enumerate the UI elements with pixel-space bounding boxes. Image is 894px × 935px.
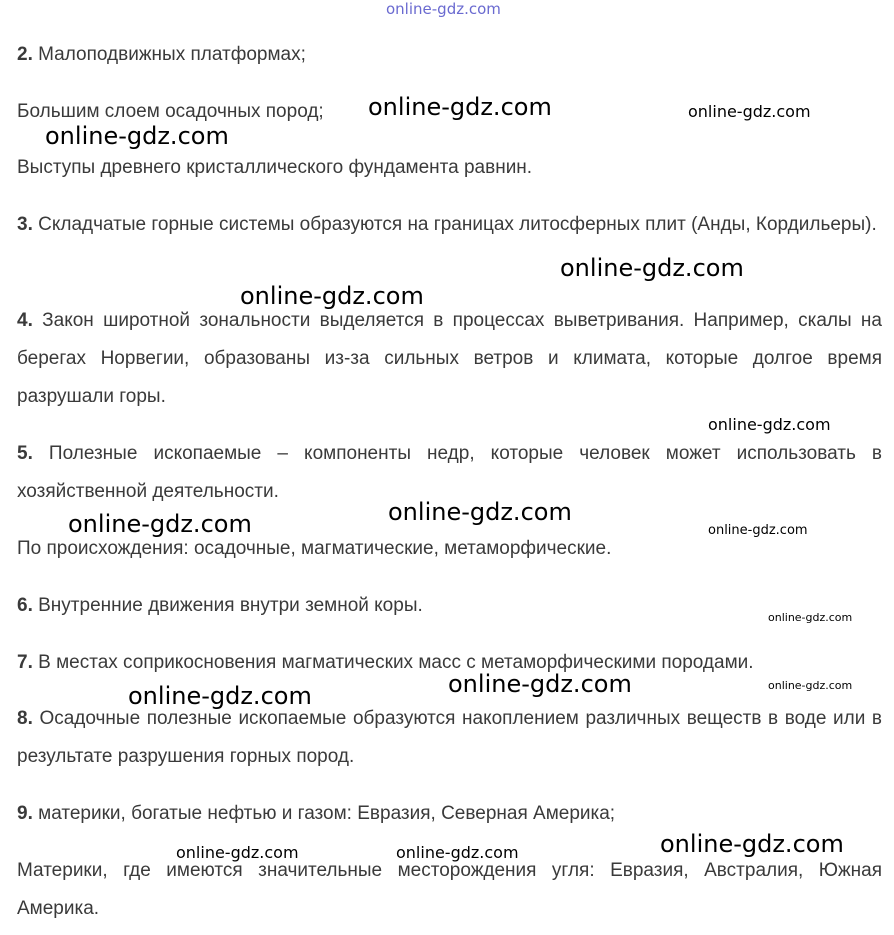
answer-2-line-3 [17, 149, 882, 187]
watermark: online-gdz.com [388, 498, 572, 526]
answer-6 [17, 587, 882, 625]
watermark: online-gdz.com [128, 682, 312, 710]
watermark: online-gdz.com [768, 611, 853, 624]
watermark: online-gdz.com [68, 510, 252, 538]
answer-8 [17, 700, 882, 776]
watermark: online-gdz.com [240, 282, 424, 310]
watermark: online-gdz.com [560, 254, 744, 282]
header-watermark: online-gdz.com [386, 0, 501, 18]
watermark: online-gdz.com [708, 523, 808, 538]
watermark: online-gdz.com [768, 679, 853, 692]
watermark: online-gdz.com [448, 670, 632, 698]
watermark: online-gdz.com [660, 830, 844, 858]
answer-text: Выступы древнего кристаллического фундамента равнин. [17, 157, 533, 178]
answer-text: Материки, где имеются значительные месторождения угля: Евразия, Австралия, Южная Америка. [17, 860, 882, 919]
answer-text: Внутренние движения внутри земной коры. [32, 595, 423, 616]
watermark: online-gdz.com [368, 93, 552, 121]
answer-text: Полезные ископаемые – компоненты недр, которые человек может использовать в хозяйственной деятельности. [17, 443, 882, 502]
answer-text: Малоподвижных платформах; [32, 44, 306, 65]
answer-number: 6. [17, 595, 33, 616]
answer-number: 7. [17, 652, 33, 673]
answer-number: 9. [17, 803, 33, 824]
answer-text: материки, богатые нефтью и газом: Евразия, Северная Америка; [32, 803, 616, 824]
answer-3 [17, 206, 882, 244]
answer-text: В местах соприкосновения магматических масс с метаморфическими породами. [32, 652, 754, 673]
watermark: online-gdz.com [176, 843, 299, 862]
watermark: online-gdz.com [708, 415, 831, 434]
answer-text: Складчатые горные системы образуются на границах литосферных плит (Анды, Кордильеры). [32, 214, 877, 235]
watermark: online-gdz.com [45, 122, 229, 150]
answer-text: Большим слоем осадочных пород; [17, 101, 324, 122]
answer-number: 4. [17, 310, 33, 331]
answer-9 [17, 795, 882, 833]
answer-number: 3. [17, 214, 33, 235]
answer-text: Закон широтной зональности выделяется в процессах выветривания. Например, скалы на берегах Норвегии, образованы из-за сильных ветров и климата, которые долгое время разрушали горы. [17, 310, 882, 407]
answer-number: 8. [17, 708, 33, 729]
answer-number: 2. [17, 44, 33, 65]
watermark: online-gdz.com [688, 102, 811, 121]
answer-2 [17, 36, 882, 74]
answer-9-line-2 [17, 852, 882, 928]
answer-number: 5. [17, 443, 33, 464]
watermark: online-gdz.com [396, 843, 519, 862]
answer-4 [17, 302, 882, 416]
answer-text: По происхождения: осадочные, магматические, метаморфические. [17, 538, 612, 559]
answer-text: Осадочные полезные ископаемые образуются накоплением различных веществ в воде или в результате разрушения горных пород. [17, 708, 882, 767]
